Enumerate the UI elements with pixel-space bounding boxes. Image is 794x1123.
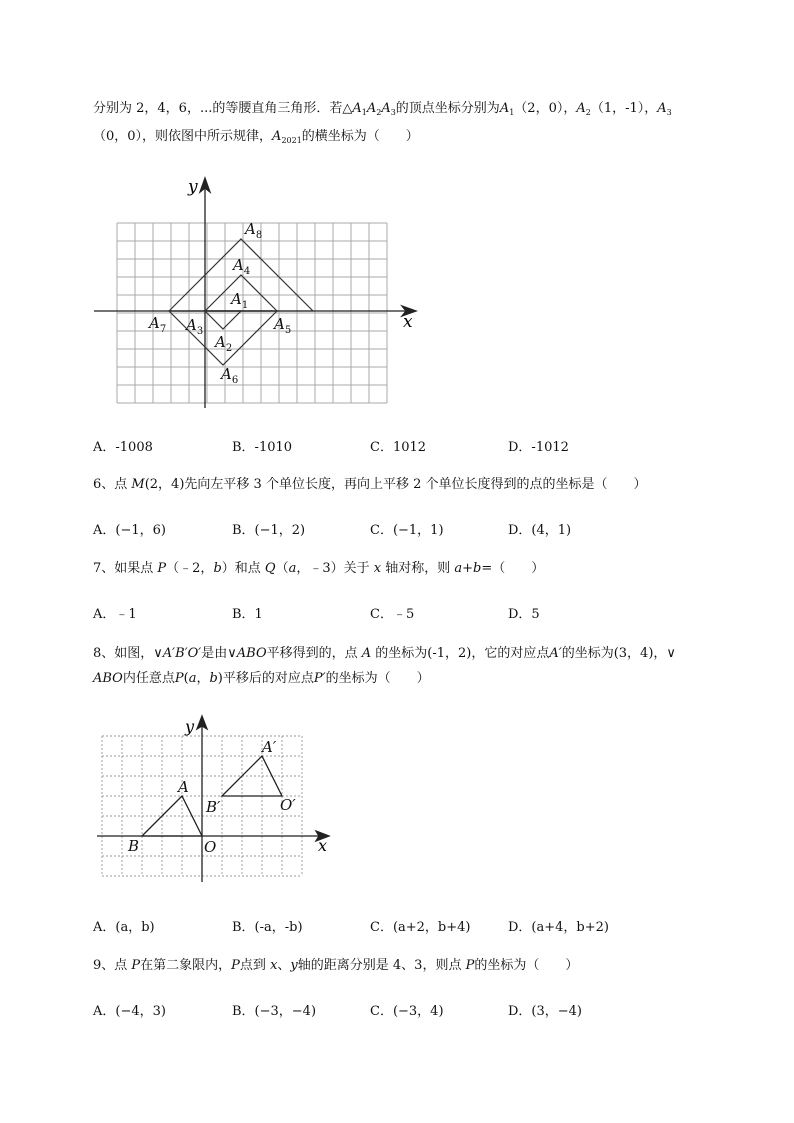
q5-option-d[interactable]: D．-1012 xyxy=(508,440,569,455)
q8-option-a[interactable]: A．(a，b) xyxy=(93,920,155,935)
q5-axes xyxy=(94,178,416,408)
q7-option-d[interactable]: D．5 xyxy=(508,607,540,622)
q8-label-o: O xyxy=(204,838,217,856)
q8-label-a: A xyxy=(178,778,189,796)
q9-option-c[interactable]: C．(−3，4) xyxy=(370,1004,444,1019)
q9-option-a[interactable]: A．(−4，3) xyxy=(93,1004,166,1019)
q8-label-b: B xyxy=(128,837,140,855)
q5-label-a8: $A_8$ xyxy=(245,220,263,241)
q9-stem: 9、点 P在第二象限内，P点到 x、y轴的距离分别是 4、3，则点 P的坐标为（ ） xyxy=(93,958,579,973)
q7-option-c[interactable]: C．﹣5 xyxy=(370,607,415,622)
q5-y-label: y xyxy=(188,177,198,197)
q5-label-a5: $A_5$ xyxy=(274,315,292,336)
q5-label-a4: $A_4$ xyxy=(233,256,251,277)
q6-option-a[interactable]: A．(−1，6) xyxy=(93,523,166,538)
q6-option-c[interactable]: C．(−1，1) xyxy=(370,523,444,538)
q7-option-a[interactable]: A．﹣1 xyxy=(93,607,137,622)
q5-label-a7: $A_7$ xyxy=(149,314,167,335)
q7-stem: 7、如果点 P（﹣2，b）和点 Q（a，﹣3）关于 x 轴对称，则 a+b=（ ） xyxy=(93,561,545,576)
q5-label-a2: $A_2$ xyxy=(215,333,233,354)
q8-label-a-prime: A′ xyxy=(262,738,277,756)
q8-x-label: x xyxy=(318,836,328,855)
q6-option-d[interactable]: D．(4，1) xyxy=(508,523,572,538)
q8-stem-line2: ABO内任意点P(a，b)平移后的对应点P′的坐标为（ ） xyxy=(93,671,430,686)
q9-option-d[interactable]: D．(3，−4) xyxy=(508,1004,583,1019)
q9-option-b[interactable]: B．(−3，−4) xyxy=(232,1004,317,1019)
q6-option-b[interactable]: B．(−1，2) xyxy=(232,523,306,538)
q8-option-c[interactable]: C．(a+2，b+4) xyxy=(370,920,471,935)
q8-stem-line1: 8、如图，∨A′B′O′是由∨ABO平移得到的，点 A 的坐标为(-1，2)，它的对应点A′的坐标为(3，4)，∨ xyxy=(93,646,676,661)
q8-label-o-prime: O′ xyxy=(280,796,296,814)
q5-label-a6: $A_6$ xyxy=(221,365,239,386)
q7-option-b[interactable]: B．1 xyxy=(232,607,263,622)
q8-label-b-prime: B′ xyxy=(206,798,221,816)
q8-y-label: y xyxy=(185,717,195,736)
q8-option-b[interactable]: B．(-a，-b) xyxy=(232,920,303,935)
q5-label-a1: $A_1$ xyxy=(231,290,249,311)
q5-stem-line1: 分别为 2，4，6，...的等腰直角三角形．若$\triangle A_1A_2A_3$的顶点坐标分别为$A_1(2$，0），$A_2(1$，-1），$A_3$ xyxy=(93,101,672,117)
q5-option-b[interactable]: B．-1010 xyxy=(232,440,293,455)
q5-option-c[interactable]: C．1012 xyxy=(370,440,427,455)
q5-figure xyxy=(90,170,430,410)
q8-option-d[interactable]: D．(a+4，b+2) xyxy=(508,920,609,935)
q5-option-a[interactable]: A．-1008 xyxy=(93,440,153,455)
q5-stem-line2: （0，0），则依图中所示规律，$A_{2021}$的横坐标为（ ） xyxy=(93,129,419,145)
q8-figure xyxy=(95,712,340,887)
q5-label-a3: $A_3$ xyxy=(186,316,204,337)
q6-stem: 6、点 M(2，4)先向左平移 3 个单位长度，再向上平移 2 个单位长度得到的点的坐标是（ ） xyxy=(93,477,647,492)
q5-x-label: x xyxy=(403,312,413,332)
